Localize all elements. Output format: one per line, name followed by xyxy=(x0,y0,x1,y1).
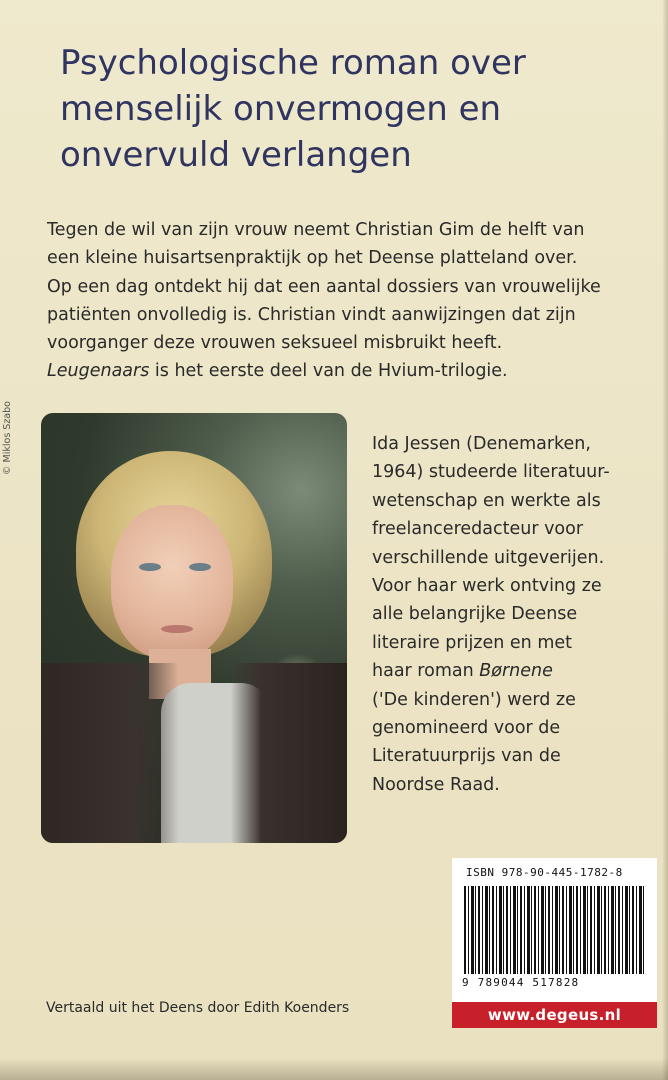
bio-line: genomineerd voor de xyxy=(372,718,561,739)
bio-line: wetenschap en werkte als xyxy=(372,490,601,511)
bio-line: Voor haar werk ontving ze xyxy=(372,576,602,597)
photo-cardigan xyxy=(41,663,347,843)
bio-line: alle belangrijke Deense xyxy=(372,604,578,625)
cover-edge-shadow xyxy=(662,0,668,1080)
photo-face xyxy=(111,505,233,659)
book-title-italic: Børnene xyxy=(479,661,553,682)
cover-bottom-shadow xyxy=(0,1058,668,1080)
headline-line: menselijk onvermogen en xyxy=(60,89,502,129)
author-bio xyxy=(372,430,642,799)
photo-eye-right xyxy=(189,563,211,571)
translator-credit: Vertaald uit het Deens door Edith Koenders xyxy=(46,1000,350,1016)
isbn-label: ISBN 978-90-445-1782-8 xyxy=(466,866,623,879)
bio-line: Ida Jessen (Denemarken, xyxy=(372,434,591,454)
bio-line-with-title xyxy=(372,657,642,685)
bio-line: Noordse Raad. xyxy=(372,774,500,795)
bio-line: 1964) studeerde literatuur- xyxy=(372,462,610,483)
blurb-line: Tegen de wil van zijn vrouw neemt Christian Gim de helft van xyxy=(47,220,585,240)
headline xyxy=(60,40,640,178)
book-title-italic: Leugenaars xyxy=(47,361,150,382)
blurb-line: Op een dag ontdekt hij dat een aantal dossiers van vrouwelijke xyxy=(47,276,601,297)
blurb-line-last xyxy=(47,357,637,385)
blurb-line: patiënten onvolledig is. Christian vindt aanwijzingen dat zijn xyxy=(47,304,576,325)
barcode-icon xyxy=(464,886,644,974)
bio-line: Literatuurprijs van de xyxy=(372,746,561,767)
bio-line: freelanceredacteur voor xyxy=(372,519,584,540)
headline-line: Psychologische roman over xyxy=(60,43,526,83)
bio-line-prefix: haar roman xyxy=(372,661,480,682)
blurb-line: voorganger deze vrouwen seksueel misbruikt heeft. xyxy=(47,333,503,354)
blurb-line: een kleine huisartsenpraktijk op het Deense platteland over. xyxy=(47,248,578,269)
barcode-digits: 9 789044 517828 xyxy=(462,976,580,989)
publisher-website[interactable]: www.degeus.nl xyxy=(452,1002,657,1028)
bio-line: verschillende uitgeverijen. xyxy=(372,547,605,568)
bio-line: ('De kinderen') werd ze xyxy=(372,689,576,710)
photo-eye-left xyxy=(139,563,161,571)
photo-credit: © Miklos Szabo xyxy=(2,401,13,475)
blurb-line-rest: is het eerste deel van de Hvium-trilogie. xyxy=(149,361,508,382)
barcode-panel xyxy=(452,858,657,1028)
bio-line: literaire prijzen en met xyxy=(372,632,573,653)
headline-line: onvervuld verlangen xyxy=(60,135,412,175)
blurb-text xyxy=(47,216,637,386)
photo-lips xyxy=(161,625,193,633)
author-photo xyxy=(41,413,347,843)
